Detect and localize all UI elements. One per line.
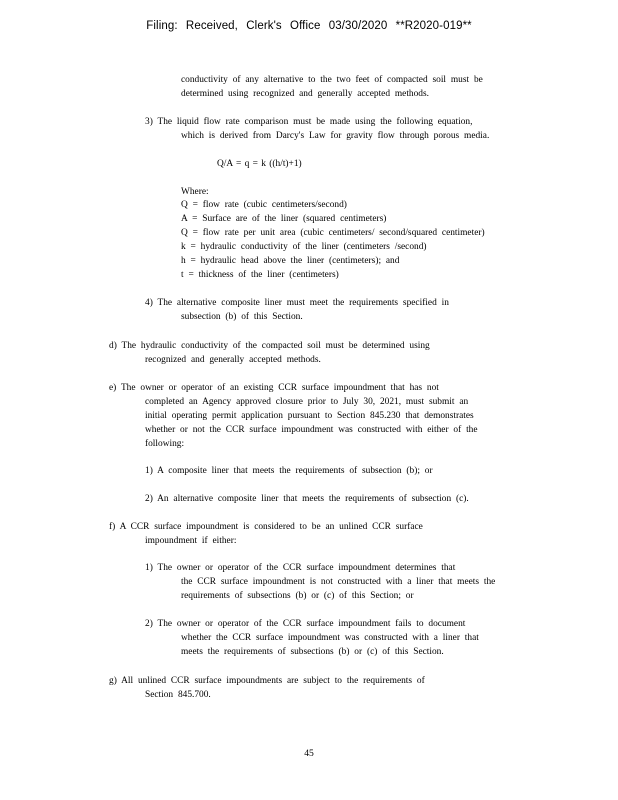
where-label: Where:: [181, 187, 209, 197]
section-e-line-2: completed an Agency approved closure prior to July 30, 2021, must submit an: [145, 397, 469, 407]
section-f-item-2-line-2: whether the CCR surface impoundment was constructed with a liner that: [181, 633, 479, 643]
section-e-line-1: e) The owner or operator of an existing CCR surface impoundment that has not: [109, 383, 439, 393]
section-f-item-2-line-3: meets the requirements of subsections (b) or (c) of this Section.: [181, 647, 444, 657]
section-f-line-1: f) A CCR surface impoundment is considered to be an unlined CCR surface: [109, 522, 423, 532]
definition-t: t = thickness of the liner (centimeters): [181, 270, 339, 280]
section-f-line-2: impoundment if either:: [145, 536, 237, 546]
section-d-line-1: d) The hydraulic conductivity of the compacted soil must be determined using: [109, 341, 430, 351]
section-e-line-5: following:: [145, 439, 185, 449]
item-3-line-1: 3) The liquid flow rate comparison must be made using the following equation,: [145, 117, 473, 127]
c-continuation-line-2: determined using recognized and generally accepted methods.: [181, 89, 429, 99]
filing-stamp-header: Filing: Received, Clerk's Office 03/30/2020 **R2020-019**: [146, 20, 472, 32]
section-g-line-1: g) All unlined CCR surface impoundments are subject to the requirements of: [109, 676, 425, 686]
section-e-line-3: initial operating permit application pursuant to Section 845.230 that demonstrates: [145, 411, 474, 421]
section-e-item-2: 2) An alternative composite liner that meets the requirements of subsection (c).: [145, 494, 469, 504]
darcy-equation: Q/A = q = k ((h/t)+1): [217, 159, 302, 169]
section-f-item-1-line-1: 1) The owner or operator of the CCR surface impoundment determines that: [145, 563, 456, 573]
section-f-item-2-line-1: 2) The owner or operator of the CCR surface impoundment fails to document: [145, 619, 466, 629]
definition-k: k = hydraulic conductivity of the liner (centimeters /second): [181, 242, 427, 252]
item-4-line-1: 4) The alternative composite liner must meet the requirements specified in: [145, 298, 449, 308]
section-f-item-1-line-3: requirements of subsections (b) or (c) of this Section; or: [181, 591, 414, 601]
page-number: 45: [304, 748, 314, 759]
section-d-line-2: recognized and generally accepted methods.: [145, 355, 321, 365]
section-g-line-2: Section 845.700.: [145, 690, 211, 700]
section-e-line-4: whether or not the CCR surface impoundment was constructed with either of the: [145, 425, 478, 435]
definition-q: Q = flow rate (cubic centimeters/second): [181, 200, 347, 210]
section-f-item-1-line-2: the CCR surface impoundment is not constructed with a liner that meets the: [181, 577, 496, 587]
definition-q-per-area: Q = flow rate per unit area (cubic centimeters/ second/squared centimeter): [181, 228, 485, 238]
definition-a: A = Surface are of the liner (squared centimeters): [181, 214, 387, 224]
item-3-line-2: which is derived from Darcy's Law for gravity flow through porous media.: [181, 131, 490, 141]
section-e-item-1: 1) A composite liner that meets the requirements of subsection (b); or: [145, 466, 433, 476]
c-continuation-line-1: conductivity of any alternative to the two feet of compacted soil must be: [181, 75, 483, 85]
definition-h: h = hydraulic head above the liner (centimeters); and: [181, 256, 400, 266]
item-4-line-2: subsection (b) of this Section.: [181, 312, 303, 322]
